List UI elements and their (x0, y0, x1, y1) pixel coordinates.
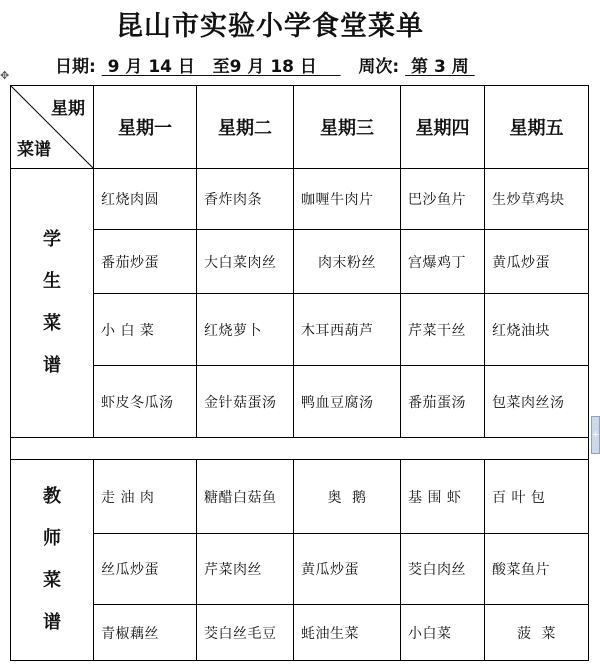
dish-cell: 小 白 菜 (94, 294, 197, 366)
dish-cell: 生炒草鸡块 (485, 169, 589, 230)
corner-cell (11, 86, 94, 169)
week-label: 周次: (358, 57, 400, 77)
dish-cell: 丝瓜炒蛋 (94, 534, 197, 605)
day-header: 星期四 (401, 86, 485, 169)
student-row (11, 294, 589, 366)
dish-cell: 芹菜干丝 (401, 294, 485, 366)
dish-cell: 茭白肉丝 (401, 534, 485, 605)
dish-cell: 金针菇蛋汤 (197, 366, 294, 438)
dish-cell: 肉末粉丝 (294, 230, 401, 294)
teacher-menu-label: 教 师 菜 谱 (11, 460, 94, 661)
dish-cell: 酸菜鱼片 (485, 534, 589, 605)
dish-cell: 基 围 虾 (401, 460, 485, 534)
dish-cell: 番茄蛋汤 (401, 366, 485, 438)
day-header: 星期二 (197, 86, 294, 169)
dish-cell: 咖喱牛肉片 (294, 169, 401, 230)
day-header: 星期一 (94, 86, 197, 169)
dish-cell: 红烧萝卜 (197, 294, 294, 366)
teacher-row (11, 605, 589, 661)
dish-cell: 走 油 肉 (94, 460, 197, 534)
day-header: 星期五 (485, 86, 589, 169)
table-resize-handle-icon[interactable]: + (591, 416, 600, 454)
dish-cell: 香炸肉条 (197, 169, 294, 230)
dish-cell: 虾皮冬瓜汤 (94, 366, 197, 438)
spacer-row (11, 438, 589, 460)
student-menu-label: 学 生 菜 谱 (11, 169, 94, 438)
table-move-handle-icon[interactable]: ✥ (0, 69, 10, 82)
menu-table (10, 85, 589, 661)
page-title: 昆山市实验小学食堂菜单 (116, 11, 424, 42)
student-row (11, 230, 589, 294)
date-label: 日期: (55, 57, 96, 77)
dish-cell: 小白菜 (401, 605, 485, 661)
dish-cell: 红烧油块 (485, 294, 589, 366)
dish-cell: 蚝油生菜 (294, 605, 401, 661)
date-line (55, 52, 475, 77)
dish-cell: 红烧肉圆 (94, 169, 197, 230)
dish-cell: 青椒藕丝 (94, 605, 197, 661)
dish-cell: 黄瓜炒蛋 (294, 534, 401, 605)
dish-cell: 百 叶 包 (485, 460, 589, 534)
dish-cell: 包菜肉丝汤 (485, 366, 589, 438)
dish-cell: 木耳西葫芦 (294, 294, 401, 366)
date-from: 9 月 14 日 至9 月 18 日 (107, 57, 317, 77)
dish-cell: 黄瓜炒蛋 (485, 230, 589, 294)
corner-weekday-label: 星期 (51, 99, 85, 119)
spacer-cell (11, 438, 589, 460)
dish-cell: 番茄炒蛋 (94, 230, 197, 294)
teacher-row (11, 460, 589, 534)
day-header: 星期三 (294, 86, 401, 169)
dish-cell: 巴沙鱼片 (401, 169, 485, 230)
corner-menu-label: 菜谱 (17, 140, 51, 160)
dish-cell: 宫爆鸡丁 (401, 230, 485, 294)
dish-cell: 菠 菜 (485, 605, 589, 661)
dish-cell: 奥 鹅 (294, 460, 401, 534)
week-value: 第 3 周 (411, 57, 469, 77)
dish-cell: 鸭血豆腐汤 (294, 366, 401, 438)
student-row (11, 169, 589, 230)
dish-cell: 茭白丝毛豆 (197, 605, 294, 661)
dish-cell: 糖醋白菇鱼 (197, 460, 294, 534)
dish-cell: 大白菜肉丝 (197, 230, 294, 294)
student-row (11, 366, 589, 438)
teacher-row (11, 534, 589, 605)
dish-cell: 芹菜肉丝 (197, 534, 294, 605)
